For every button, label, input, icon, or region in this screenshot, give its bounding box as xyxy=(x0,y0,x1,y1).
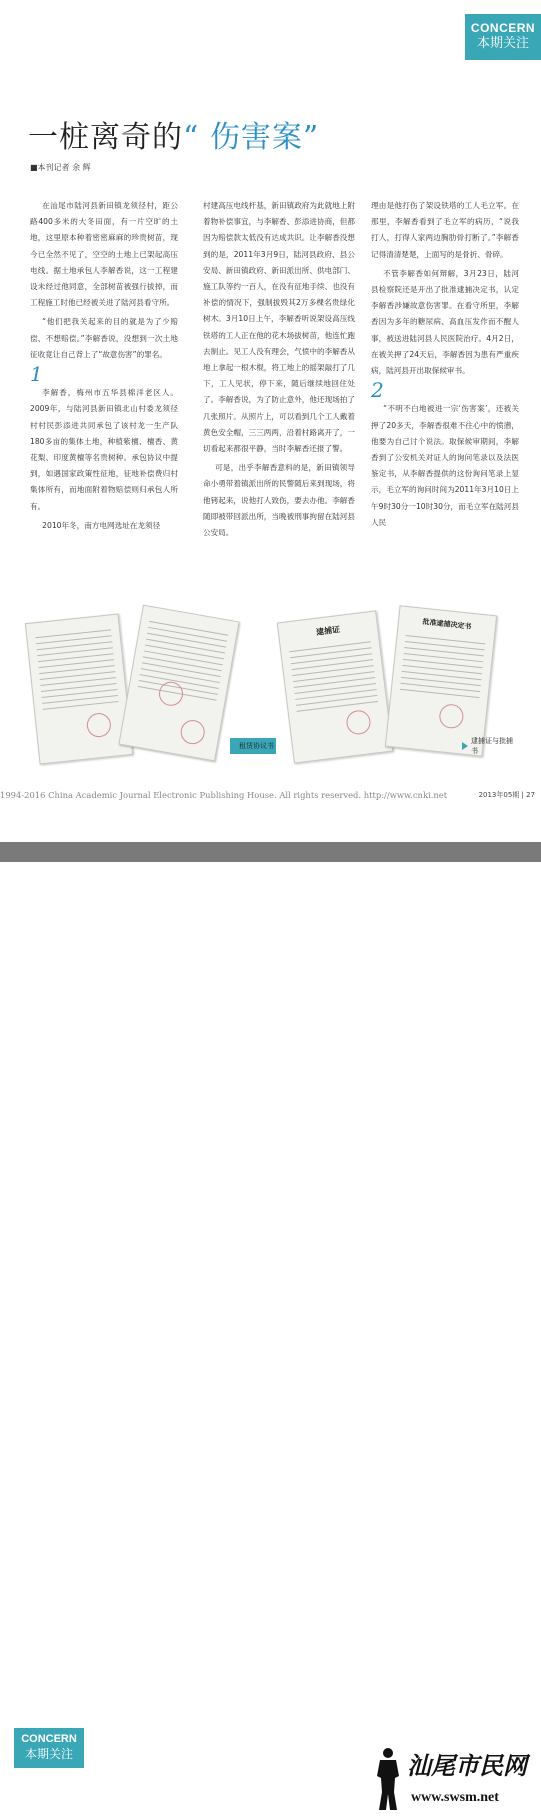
section-tab-en: CONCERN xyxy=(470,21,536,35)
paragraph: 可是，出乎李解香意料的是，新田镇领导命小勇带着镇派出所的民警随后来到现场，将他铐起来，说他打人致伤，要去办他。李解香随即被带回派出所，当晚被刑事拘留在陆河县公安局。 xyxy=(203,463,355,538)
paragraph: 不管李解香如何辩解，3月23日，陆河县检察院还是开出了批准逮捕决定书，认定李解香涉嫌故意伤害罪。在看守所里，李解香因为多年的糖尿病、高血压发作而不醒人事，被送进陆河县人民医院治疗。4月2日，在被关押了24天后，李解香因为患有严重疾病，陆河县开出取保候审书。 xyxy=(371,268,519,376)
caption-arrow-icon xyxy=(462,742,468,750)
title-quoted: “ 伤害案” xyxy=(183,120,320,155)
column-2 xyxy=(203,198,355,544)
byline: ■本刊记者 余 辉 xyxy=(30,163,91,172)
section-number-2: 2 xyxy=(371,378,384,403)
paragraph: 在汕尾市陆河县新田镇龙须径村，距公路400多米的大冬田面，有一片空旷的土地，这里原本种着密密麻麻的珍贵树苗，现今已全然不见了，空空的土地上已架起高压电线。据土地承包人李解香说，这一工程建设未经过他同意，全部树苗被强行拔掉，而工程施工时他已经被关进了陆河县看守所。 xyxy=(30,201,178,308)
section-tab-bottom xyxy=(14,1728,84,1768)
article-title xyxy=(28,112,319,156)
section-tab xyxy=(465,14,541,60)
caption-lease-text: 租赁协议书 xyxy=(239,742,274,750)
caption-arrest xyxy=(462,738,519,754)
next-page-preview xyxy=(0,862,541,1805)
statue-icon xyxy=(371,1746,405,1812)
logo-text: 汕尾市民网 xyxy=(407,1751,527,1780)
logo-url[interactable]: www.swsm.net xyxy=(411,1790,499,1805)
arrest-approval-photo xyxy=(385,605,497,756)
paragraph: 2010年冬，南方电网选址在龙须径 xyxy=(42,520,161,530)
magazine-page xyxy=(0,0,541,842)
paragraph: “他们把我关起来的目的就是为了少赔偿、不想赔偿。”李解香说，没想到一次土地征收竟让自己背上了“故意伤害”的罪名。 xyxy=(30,317,178,359)
site-logo[interactable] xyxy=(371,1746,531,1816)
caption-lease xyxy=(230,738,274,754)
paragraph: 理由是他打伤了架设铁塔的工人毛立军。在那里，李解香看到了毛立军的病历，“说我打人，打得人家两边胸肋骨打断了。”李解香记得清清楚楚，上面写的是骨折、骨碎。 xyxy=(371,201,519,259)
section-number-1: 1 xyxy=(30,362,43,387)
page-number: 2013年05期 | 27 xyxy=(478,791,535,799)
caption-arrest-text: 逮捕证与批捕书 xyxy=(471,737,513,755)
arrest-warrant-title: 逮捕证 xyxy=(315,624,341,637)
document-photos xyxy=(30,598,519,770)
section-tab-bottom-en: CONCERN xyxy=(21,1733,77,1745)
caption-arrow-icon xyxy=(230,742,236,750)
paragraph: “不明不白地被进一宗‘伤害案’，还被关押了20多天，李解香很难不往心中的愤懑，他要为自己讨个说法。取保候审期间，李解香到了公安机关对证人的询问笔录以及法医鉴定书，从李解香提供的这份询问笔录上显示，毛立军的询问时间为2011年3月10日上午9时30分一10时30分，而毛立军在陆河县人民 xyxy=(371,404,519,527)
copyright-line: 1994-2016 China Academic Journal Electronic Publishing House. All rights reserved. http://www.cnki.net xyxy=(0,790,448,800)
title-prefix: 一桩离奇的 xyxy=(28,120,183,155)
lease-agreement-photo-1 xyxy=(25,613,133,764)
paragraph: 村建高压电线杆基，新田镇政府为此就地上附着物补偿事宜，与李解香、彭添进协商，但都因为赔偿款太低没有达成共识。让李解香没想到的是，2011年3月9日，陆河县政府、县公安局、新田镇政府、新田派出所、供电部门、施工队等约一百人，在没有征地手续、也没有补偿的情况下，强制拔毁其2万多棵名贵绿化树木。3月10日上午，李解香听说架设高压线铁塔的工人正在他的花木场拔树苗，他连忙跑去制止。见工人没有理会，气愤中的李解香从地上拿起一根木棍，将工地上的摇架敲打了几下，工人见状，停下来，随后继续地回住处了。李解香说，为了防止意外，他还现场拍了几张照片。从照片上，可以看到几个工人戴着黄色安全帽，三三两两，沿着村路离开了，一切看起来都很平静，当时李解香还报了警。 xyxy=(203,201,355,454)
page-separator xyxy=(0,842,541,862)
arrest-warrant-photo xyxy=(277,610,394,763)
section-tab-bottom-cn: 本期关注 xyxy=(24,1747,73,1761)
column-3 xyxy=(371,198,519,534)
arrest-approval-title: 批准逮捕决定书 xyxy=(422,617,472,631)
paragraph: 李解香，梅州市五华县棉洋老区人。2009年，与陆河县新田镇北山村委龙须径村村民彭添进共同承包了该村龙一生产队180多亩的集体土地，种植紫檀、檀香、黄花梨、印度黄檀等名贵树种。承包协议中提到，如遇国家政策性征地，征地补偿费归村集体所有，而地面附着物赔偿则归承包人所有。 xyxy=(30,388,178,511)
lease-agreement-photo-2 xyxy=(118,605,239,762)
column-1 xyxy=(30,198,178,537)
section-tab-cn: 本期关注 xyxy=(476,36,529,51)
